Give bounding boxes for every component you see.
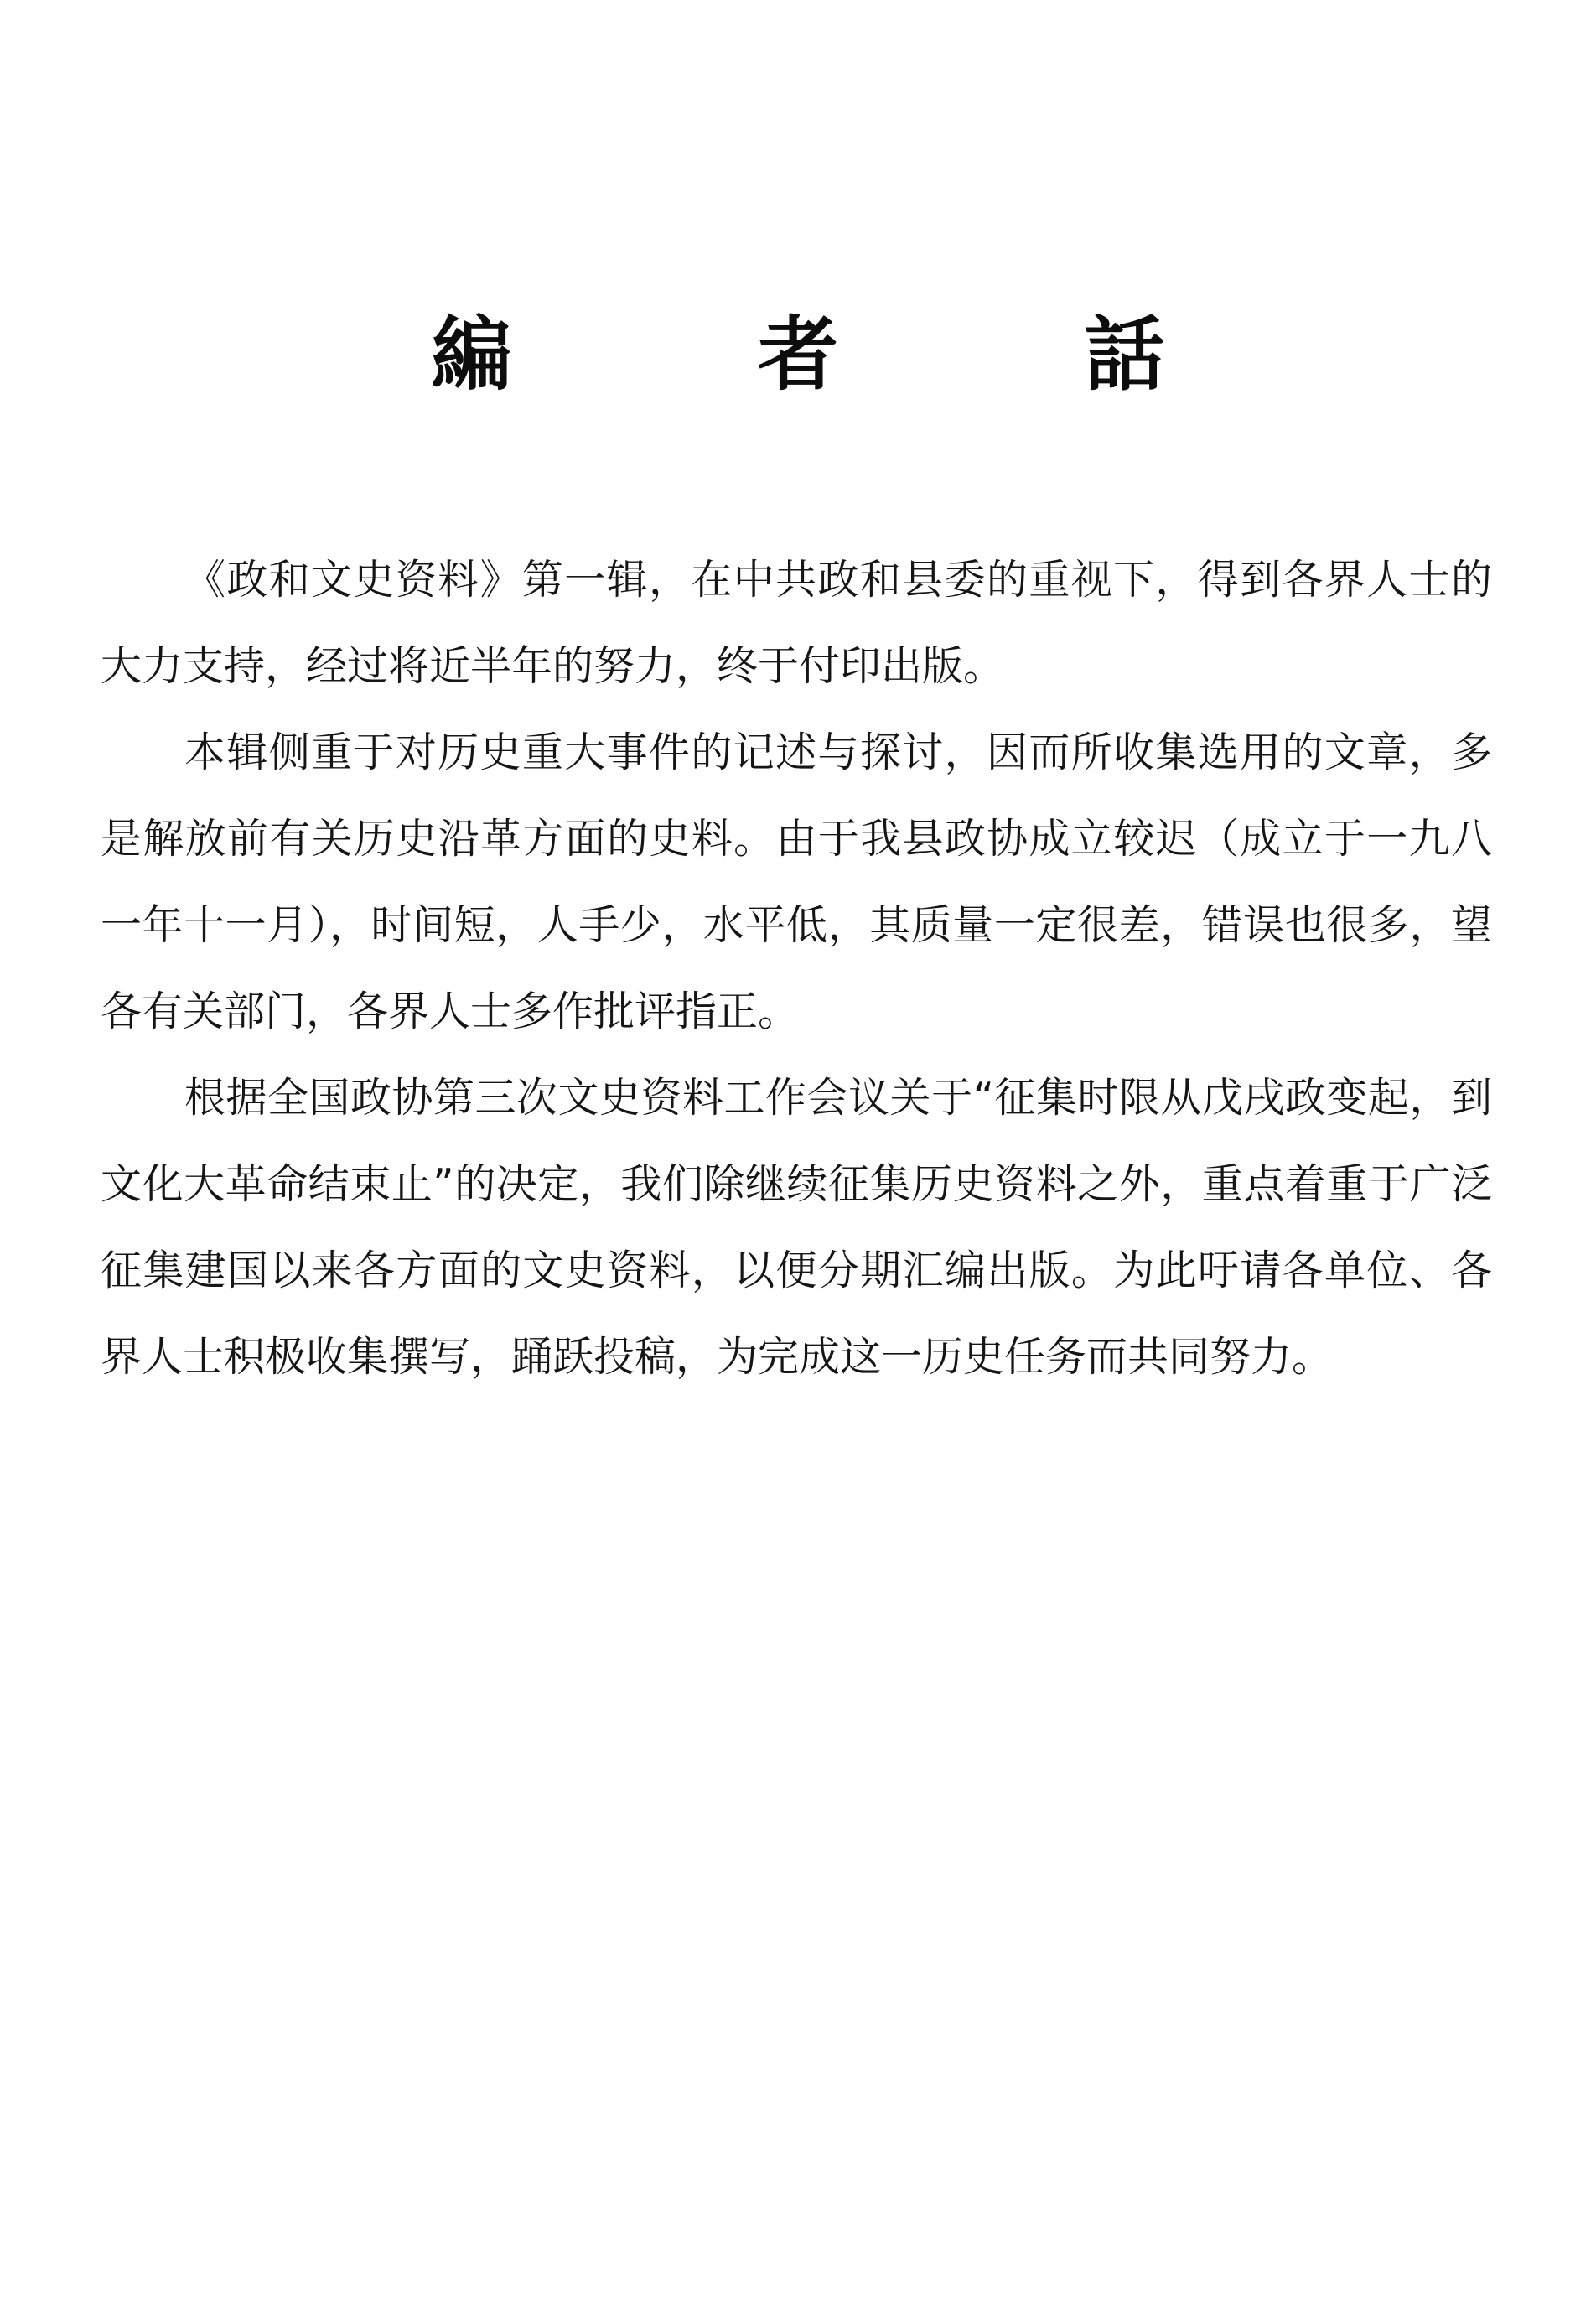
paragraph-2: 本辑侧重于对历史重大事件的记述与探讨，因而所收集选用的文章，多是解放前有关历史沿革方面的史料。由于我县政协成立较迟（成立于一九八一年十一月），时间短，人手少，水平低，其质量一定很差，错误也很多，望各有关部门，各界人士多作批评指正。	[101, 729, 1492, 1035]
paragraph-1: 《政和文史资料》第一辑，在中共政和县委的重视下，得到各界人士的大力支持，经过将近半年的努力，终于付印出版。	[101, 556, 1492, 690]
paragraph-3: 根据全国政协第三次文史资料工作会议关于“征集时限从戊戌政变起，到文化大革命结束止”的决定，我们除继续征集历史资料之外，重点着重于广泛征集建国以来各方面的文史资料，以便分期汇编出版。为此吁请各单位、各界人士积极收集撰写，踊跃投稿，为完成这一历史任务而共同努力。	[101, 1074, 1492, 1381]
page-title: 編 者 話	[431, 307, 1274, 402]
body-text	[101, 537, 1492, 1400]
